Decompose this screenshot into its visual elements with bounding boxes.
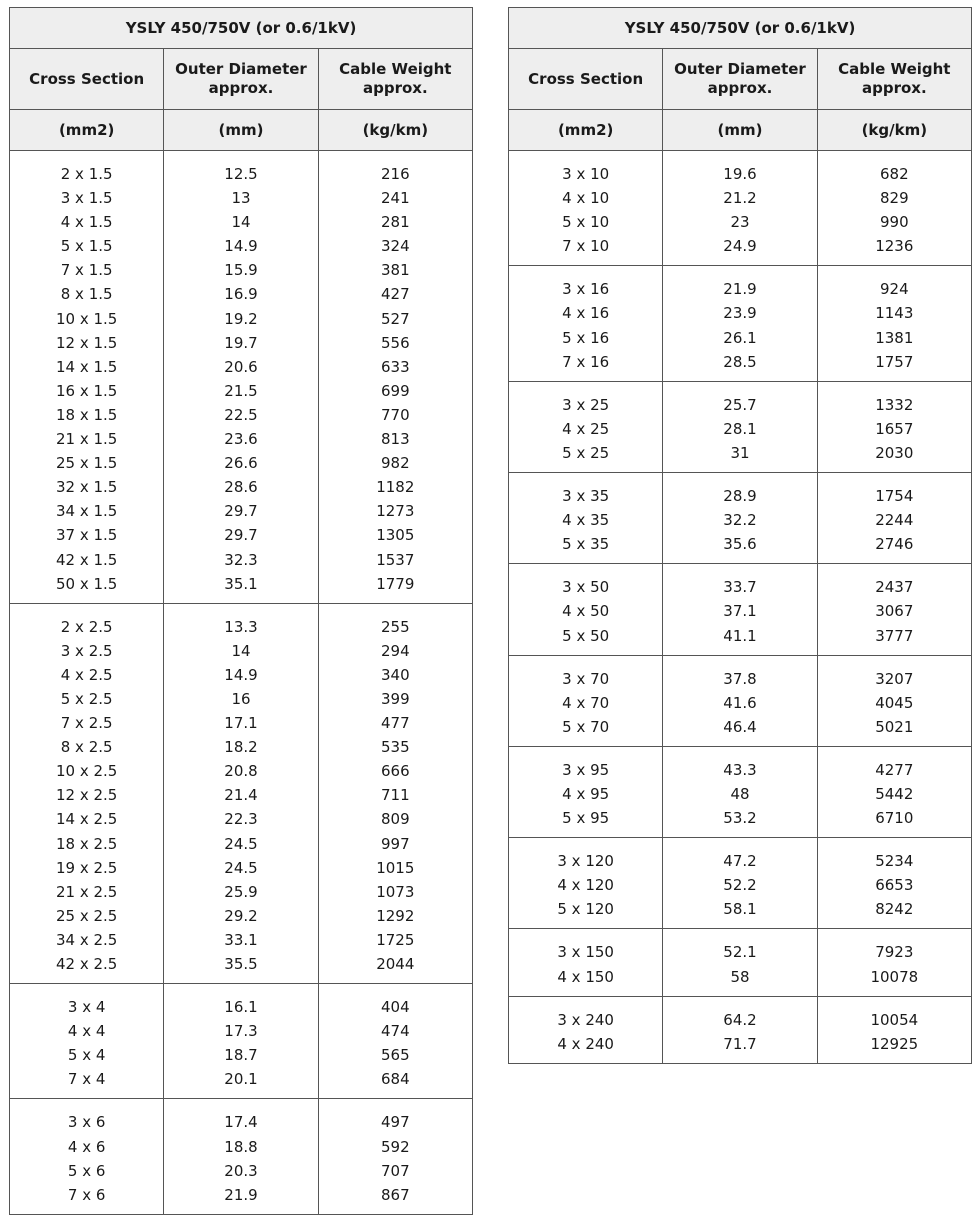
cross-section-cell: 21 x 2.5 [55, 882, 118, 901]
group-column-outer-diameter [163, 151, 317, 603]
group-column-cross-section [509, 997, 662, 1063]
cross-section-cell: 5 x 120 [557, 900, 614, 919]
group-column-cross-section [509, 656, 662, 746]
outer-diameter-cell: 58.1 [723, 900, 757, 919]
cross-section-cell: 19 x 2.5 [55, 858, 118, 877]
cable-weight-cell: 241 [381, 189, 410, 208]
cross-section-cell: 4 x 2.5 [60, 665, 113, 684]
cable-weight-cell: 1754 [875, 487, 914, 506]
cross-section-cell: 12 x 2.5 [55, 786, 118, 805]
outer-diameter-cell: 20.1 [224, 1070, 258, 1089]
cable-weight-cell: 255 [381, 617, 410, 636]
outer-diameter-cell: 17.4 [224, 1113, 258, 1132]
cross-section-cell: 18 x 1.5 [55, 405, 118, 424]
group-column-cable-weight [817, 997, 971, 1063]
outer-diameter-cell: 21.2 [723, 189, 757, 208]
column-header-cross-section: Cross Section [29, 69, 145, 88]
outer-diameter-cell: 33.7 [723, 578, 757, 597]
cross-section-cell: 3 x 70 [562, 669, 610, 688]
group-column-cable-weight [817, 473, 971, 563]
cross-section-cell: 4 x 150 [557, 967, 614, 986]
outer-diameter-cell: 41.1 [723, 626, 757, 645]
cross-section-cell: 5 x 4 [67, 1046, 106, 1065]
cable-weight-cell: 535 [381, 738, 410, 757]
header-row [10, 49, 472, 110]
cable-weight-cell: 684 [381, 1070, 410, 1089]
outer-diameter-cell: 48 [730, 784, 750, 803]
outer-diameter-cell: 29.7 [224, 526, 258, 545]
cable-weight-cell: 404 [381, 998, 410, 1017]
cross-section-cell: 5 x 95 [562, 809, 610, 828]
cable-weight-cell: 12925 [870, 1034, 919, 1053]
cross-section-cell: 5 x 70 [562, 717, 610, 736]
cross-section-cell: 4 x 50 [562, 602, 610, 621]
cable-weight-cell: 2044 [376, 955, 415, 973]
group-column-outer-diameter [662, 747, 816, 837]
cable-weight-cell: 2746 [875, 535, 914, 554]
cross-section-cell: 2 x 2.5 [60, 617, 113, 636]
cross-section-cell: 3 x 35 [562, 487, 610, 506]
cross-section-cell: 7 x 16 [562, 352, 610, 371]
column-header-cross-section: Cross Section [528, 69, 644, 88]
outer-diameter-cell: 37.1 [723, 602, 757, 621]
cross-section-cell: 7 x 1.5 [60, 261, 113, 280]
outer-diameter-cell: 41.6 [723, 693, 757, 712]
outer-diameter-cell: 21.5 [224, 381, 258, 400]
outer-diameter-cell: 21.4 [224, 786, 258, 805]
cross-section-cell: 42 x 2.5 [55, 955, 118, 973]
group-column-outer-diameter [662, 266, 816, 380]
cross-section-cell: 5 x 25 [562, 443, 610, 462]
cable-weight-cell: 1381 [875, 328, 914, 347]
outer-diameter-cell: 22.5 [224, 405, 258, 424]
row-group [509, 151, 971, 266]
unit-header-cable-weight: (kg/km) [817, 110, 971, 150]
cross-section-cell: 5 x 10 [562, 213, 610, 232]
group-column-cross-section [509, 473, 662, 563]
unit-header-outer-diameter: (mm) [163, 110, 317, 150]
row-group [509, 473, 971, 564]
group-column-cross-section [509, 929, 662, 995]
row-group [509, 266, 971, 381]
cross-section-cell: 10 x 2.5 [55, 762, 118, 781]
outer-diameter-cell: 24.9 [723, 237, 757, 256]
outer-diameter-cell: 18.7 [224, 1046, 258, 1065]
cable-weight-cell: 2244 [875, 511, 914, 530]
cable-table-right [508, 7, 972, 1064]
cross-section-cell: 42 x 1.5 [55, 550, 118, 569]
cross-section-cell: 50 x 1.5 [55, 574, 118, 593]
cross-section-cell: 14 x 2.5 [55, 810, 118, 829]
unit-header-cross-section: (mm2) [557, 120, 614, 139]
cross-section-cell: 7 x 10 [562, 237, 610, 256]
cable-weight-cell: 633 [381, 357, 410, 376]
column-header-outer-diameter: Outer Diameter approx. [163, 49, 317, 109]
outer-diameter-cell: 53.2 [723, 809, 757, 828]
cross-section-cell: 5 x 35 [562, 535, 610, 554]
unit-header-outer-diameter: (mm) [662, 110, 816, 150]
cable-weight-cell: 3207 [875, 669, 914, 688]
outer-diameter-cell: 18.2 [224, 738, 258, 757]
cable-weight-cell: 1332 [875, 395, 914, 414]
outer-diameter-cell: 28.9 [723, 487, 757, 506]
cross-section-cell: 34 x 1.5 [55, 502, 118, 521]
group-column-cross-section [509, 151, 662, 265]
cable-weight-cell: 3777 [875, 626, 914, 645]
group-column-outer-diameter [662, 564, 816, 654]
cable-weight-cell: 1757 [875, 352, 914, 371]
group-column-outer-diameter [163, 984, 317, 1098]
cable-weight-cell: 5234 [875, 852, 914, 871]
outer-diameter-cell: 19.7 [224, 333, 258, 352]
group-column-cross-section [509, 747, 662, 837]
row-group [509, 929, 971, 996]
outer-diameter-cell: 43.3 [723, 760, 757, 779]
group-column-cable-weight [817, 929, 971, 995]
cross-section-cell: 34 x 2.5 [55, 930, 118, 949]
column-header-outer-diameter: Outer Diameter approx. [662, 49, 816, 109]
cable-weight-cell: 666 [381, 762, 410, 781]
cable-weight-cell: 592 [381, 1137, 410, 1156]
outer-diameter-cell: 21.9 [224, 1185, 258, 1204]
cable-weight-cell: 1273 [376, 502, 415, 521]
cable-weight-cell: 1779 [376, 574, 415, 593]
cable-weight-cell: 294 [381, 641, 410, 660]
cross-section-cell: 7 x 6 [67, 1185, 106, 1204]
group-column-outer-diameter [662, 997, 816, 1063]
outer-diameter-cell: 21.9 [723, 280, 757, 299]
row-group [509, 838, 971, 929]
cross-section-cell: 16 x 1.5 [55, 381, 118, 400]
cable-weight-cell: 924 [880, 280, 909, 299]
cable-weight-cell: 10054 [870, 1010, 919, 1029]
outer-diameter-cell: 23 [730, 213, 750, 232]
cable-weight-cell: 10078 [870, 967, 919, 986]
cable-weight-cell: 1182 [376, 478, 415, 497]
group-column-cable-weight [817, 266, 971, 380]
outer-diameter-cell: 28.5 [723, 352, 757, 371]
group-column-cable-weight [318, 984, 472, 1098]
group-column-cross-section [10, 1099, 163, 1213]
cross-section-cell: 4 x 240 [557, 1034, 614, 1053]
outer-diameter-cell: 20.8 [224, 762, 258, 781]
outer-diameter-cell: 19.6 [723, 165, 757, 183]
cable-weight-cell: 1073 [376, 882, 415, 901]
unit-header-cable-weight: (kg/km) [318, 110, 472, 150]
table-title: YSLY 450/750V (or 0.6/1kV) [10, 8, 472, 49]
cross-section-cell: 3 x 6 [67, 1113, 106, 1132]
outer-diameter-cell: 32.3 [224, 550, 258, 569]
outer-diameter-cell: 16 [231, 689, 251, 708]
cable-weight-cell: 809 [381, 810, 410, 829]
cable-weight-cell: 1143 [875, 304, 914, 323]
cable-weight-cell: 1537 [376, 550, 415, 569]
cable-weight-cell: 527 [381, 309, 410, 328]
outer-diameter-cell: 22.3 [224, 810, 258, 829]
cable-weight-cell: 2437 [875, 578, 914, 597]
group-column-cross-section [509, 838, 662, 928]
outer-diameter-cell: 17.1 [224, 714, 258, 733]
cable-weight-cell: 381 [381, 261, 410, 280]
cross-section-cell: 21 x 1.5 [55, 430, 118, 449]
outer-diameter-cell: 26.1 [723, 328, 757, 347]
outer-diameter-cell: 58 [730, 967, 750, 986]
cross-section-cell: 25 x 2.5 [55, 906, 118, 925]
outer-diameter-cell: 23.6 [224, 430, 258, 449]
cable-weight-cell: 711 [381, 786, 410, 805]
outer-diameter-cell: 46.4 [723, 717, 757, 736]
cross-section-cell: 4 x 120 [557, 876, 614, 895]
row-group [10, 151, 472, 604]
outer-diameter-cell: 14.9 [224, 665, 258, 684]
table-title: YSLY 450/750V (or 0.6/1kV) [509, 8, 971, 49]
cross-section-cell: 3 x 50 [562, 578, 610, 597]
outer-diameter-cell: 37.8 [723, 669, 757, 688]
outer-diameter-cell: 19.2 [224, 309, 258, 328]
cross-section-cell: 3 x 2.5 [60, 641, 113, 660]
cross-section-cell: 14 x 1.5 [55, 357, 118, 376]
group-column-cable-weight [318, 604, 472, 983]
cross-section-cell: 7 x 2.5 [60, 714, 113, 733]
cable-weight-cell: 1725 [376, 930, 415, 949]
cross-section-cell: 2 x 1.5 [60, 165, 113, 183]
cross-section-cell: 4 x 1.5 [60, 213, 113, 232]
cable-weight-cell: 324 [381, 237, 410, 256]
cable-weight-cell: 2030 [875, 443, 914, 462]
outer-diameter-cell: 23.9 [723, 304, 757, 323]
outer-diameter-cell: 25.9 [224, 882, 258, 901]
cross-section-cell: 3 x 4 [67, 998, 106, 1017]
cross-section-cell: 25 x 1.5 [55, 454, 118, 473]
outer-diameter-cell: 25.7 [723, 395, 757, 414]
cable-weight-cell: 1292 [376, 906, 415, 925]
cable-weight-cell: 997 [381, 834, 410, 853]
cross-section-cell: 3 x 16 [562, 280, 610, 299]
cross-section-cell: 8 x 2.5 [60, 738, 113, 757]
cable-weight-cell: 399 [381, 689, 410, 708]
cable-weight-cell: 3067 [875, 602, 914, 621]
group-column-cross-section [10, 604, 163, 983]
outer-diameter-cell: 12.5 [224, 165, 258, 183]
cross-section-cell: 3 x 120 [557, 852, 614, 871]
group-column-cross-section [10, 984, 163, 1098]
group-column-outer-diameter [662, 382, 816, 472]
cable-weight-cell: 477 [381, 714, 410, 733]
group-column-outer-diameter [662, 151, 816, 265]
group-column-cable-weight [817, 151, 971, 265]
group-column-cable-weight [318, 151, 472, 603]
group-column-cable-weight [817, 564, 971, 654]
outer-diameter-cell: 14 [231, 213, 251, 232]
cross-section-cell: 3 x 240 [557, 1010, 614, 1029]
group-column-cross-section [10, 151, 163, 603]
cable-weight-cell: 699 [381, 381, 410, 400]
group-column-outer-diameter [662, 473, 816, 563]
cable-weight-cell: 281 [381, 213, 410, 232]
cross-section-cell: 18 x 2.5 [55, 834, 118, 853]
group-column-outer-diameter [163, 1099, 317, 1213]
cross-section-cell: 4 x 16 [562, 304, 610, 323]
outer-diameter-cell: 13.3 [224, 617, 258, 636]
cable-weight-cell: 6710 [875, 809, 914, 828]
group-column-cross-section [509, 266, 662, 380]
cable-weight-cell: 474 [381, 1022, 410, 1041]
outer-diameter-cell: 64.2 [723, 1010, 757, 1029]
cable-weight-cell: 982 [381, 454, 410, 473]
cross-section-cell: 3 x 25 [562, 395, 610, 414]
column-header-cable-weight: Cable Weight approx. [318, 49, 472, 109]
group-column-outer-diameter [662, 656, 816, 746]
outer-diameter-cell: 29.2 [224, 906, 258, 925]
outer-diameter-cell: 31 [730, 443, 750, 462]
group-column-cable-weight [817, 747, 971, 837]
cross-section-cell: 4 x 35 [562, 511, 610, 530]
cross-section-cell: 5 x 1.5 [60, 237, 113, 256]
outer-diameter-cell: 29.7 [224, 502, 258, 521]
outer-diameter-cell: 24.5 [224, 858, 258, 877]
cross-section-cell: 7 x 4 [67, 1070, 106, 1089]
cable-weight-cell: 770 [381, 405, 410, 424]
units-row [10, 110, 472, 151]
outer-diameter-cell: 28.1 [723, 419, 757, 438]
cross-section-cell: 4 x 25 [562, 419, 610, 438]
outer-diameter-cell: 20.3 [224, 1161, 258, 1180]
group-column-cross-section [509, 564, 662, 654]
outer-diameter-cell: 52.1 [723, 943, 757, 962]
row-group [10, 984, 472, 1099]
cross-section-cell: 12 x 1.5 [55, 333, 118, 352]
row-group [10, 1099, 472, 1213]
row-group [10, 604, 472, 984]
group-column-cable-weight [817, 838, 971, 928]
outer-diameter-cell: 14.9 [224, 237, 258, 256]
cross-section-cell: 3 x 95 [562, 760, 610, 779]
outer-diameter-cell: 17.3 [224, 1022, 258, 1041]
cable-weight-cell: 4045 [875, 693, 914, 712]
unit-header-cross-section: (mm2) [58, 120, 115, 139]
outer-diameter-cell: 16.9 [224, 285, 258, 304]
cable-weight-cell: 1657 [875, 419, 914, 438]
outer-diameter-cell: 20.6 [224, 357, 258, 376]
cable-weight-cell: 707 [381, 1161, 410, 1180]
outer-diameter-cell: 14 [231, 641, 251, 660]
group-column-outer-diameter [662, 838, 816, 928]
cable-weight-cell: 565 [381, 1046, 410, 1065]
cable-weight-cell: 556 [381, 333, 410, 352]
units-row [509, 110, 971, 151]
group-column-cable-weight [817, 656, 971, 746]
cross-section-cell: 10 x 1.5 [55, 309, 118, 328]
outer-diameter-cell: 47.2 [723, 852, 757, 871]
outer-diameter-cell: 16.1 [224, 998, 258, 1017]
outer-diameter-cell: 28.6 [224, 478, 258, 497]
row-group [509, 382, 971, 473]
outer-diameter-cell: 26.6 [224, 454, 258, 473]
cross-section-cell: 5 x 2.5 [60, 689, 113, 708]
outer-diameter-cell: 71.7 [723, 1034, 757, 1053]
outer-diameter-cell: 35.1 [224, 574, 258, 593]
cross-section-cell: 3 x 10 [562, 165, 610, 183]
group-column-cross-section [509, 382, 662, 472]
cable-weight-cell: 867 [381, 1185, 410, 1204]
cross-section-cell: 8 x 1.5 [60, 285, 113, 304]
cable-weight-cell: 5021 [875, 717, 914, 736]
group-column-cable-weight [318, 1099, 472, 1213]
cable-weight-cell: 497 [381, 1113, 410, 1132]
outer-diameter-cell: 32.2 [723, 511, 757, 530]
cable-weight-cell: 1236 [875, 237, 914, 256]
cable-weight-cell: 5442 [875, 784, 914, 803]
cable-weight-cell: 813 [381, 430, 410, 449]
cross-section-cell: 4 x 10 [562, 189, 610, 208]
cross-section-cell: 4 x 95 [562, 784, 610, 803]
cable-weight-cell: 1305 [376, 526, 415, 545]
cross-section-cell: 5 x 50 [562, 626, 610, 645]
group-column-outer-diameter [163, 604, 317, 983]
cross-section-cell: 5 x 16 [562, 328, 610, 347]
outer-diameter-cell: 33.1 [224, 930, 258, 949]
cable-weight-cell: 340 [381, 665, 410, 684]
outer-diameter-cell: 24.5 [224, 834, 258, 853]
cable-weight-cell: 427 [381, 285, 410, 304]
row-group [509, 747, 971, 838]
row-group [509, 997, 971, 1063]
cable-weight-cell: 216 [381, 165, 410, 183]
cable-table-left [9, 7, 473, 1215]
cross-section-cell: 3 x 1.5 [60, 189, 113, 208]
cable-weight-cell: 1015 [376, 858, 415, 877]
cable-weight-cell: 682 [880, 165, 909, 183]
outer-diameter-cell: 15.9 [224, 261, 258, 280]
outer-diameter-cell: 18.8 [224, 1137, 258, 1156]
cable-weight-cell: 990 [880, 213, 909, 232]
header-row [509, 49, 971, 110]
cross-section-cell: 4 x 6 [67, 1137, 106, 1156]
group-column-cable-weight [817, 382, 971, 472]
cable-weight-cell: 7923 [875, 943, 914, 962]
outer-diameter-cell: 35.5 [224, 955, 258, 973]
outer-diameter-cell: 13 [231, 189, 251, 208]
cable-weight-cell: 829 [880, 189, 909, 208]
row-group [509, 564, 971, 655]
cable-weight-cell: 8242 [875, 900, 914, 919]
outer-diameter-cell: 35.6 [723, 535, 757, 554]
cross-section-cell: 37 x 1.5 [55, 526, 118, 545]
cross-section-cell: 5 x 6 [67, 1161, 106, 1180]
cross-section-cell: 4 x 70 [562, 693, 610, 712]
cross-section-cell: 32 x 1.5 [55, 478, 118, 497]
outer-diameter-cell: 52.2 [723, 876, 757, 895]
row-group [509, 656, 971, 747]
cable-weight-cell: 4277 [875, 760, 914, 779]
cross-section-cell: 3 x 150 [557, 943, 614, 962]
group-column-outer-diameter [662, 929, 816, 995]
cross-section-cell: 4 x 4 [67, 1022, 106, 1041]
cable-weight-cell: 6653 [875, 876, 914, 895]
column-header-cable-weight: Cable Weight approx. [817, 49, 971, 109]
